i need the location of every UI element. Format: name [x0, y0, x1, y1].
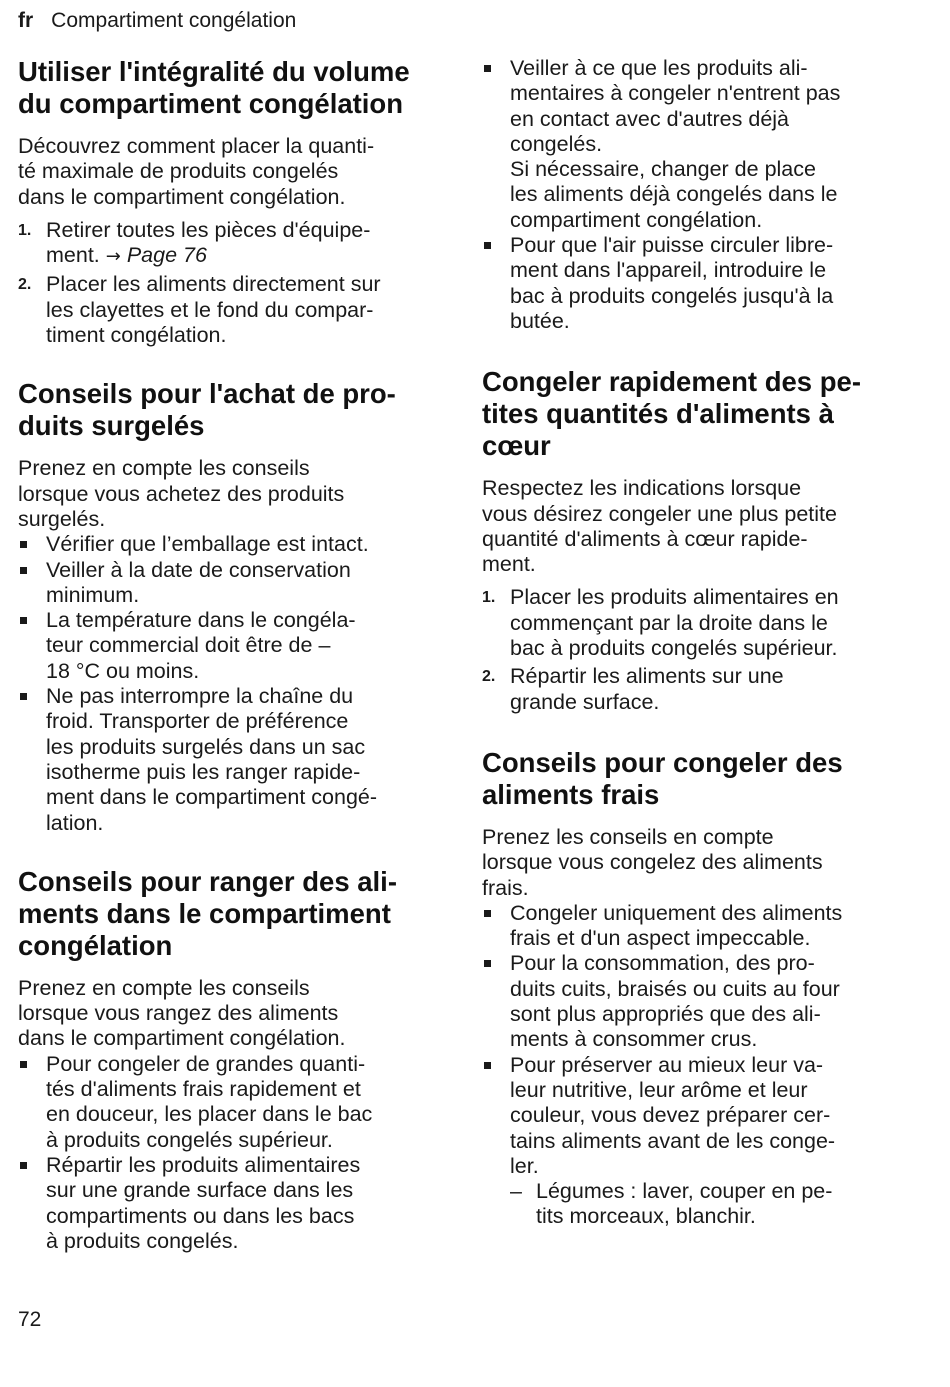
bullet-item: Pour préserver au mieux leur va- leur nutritive, leur arôme et leur couleur, vous devez préparer cer- tains aliments avant de les conge- ler. – Légumes : laver, couper en pe- tits morceaux, blanchir. — [482, 1053, 907, 1230]
section-heading: Conseils pour l'achat de pro- duits surgelés — [18, 378, 396, 442]
step-item: 2. Placer les aliments directement sur les clayettes et le fond du compar- timent congélation. — [18, 272, 381, 348]
page-header — [18, 8, 296, 34]
bullet-square-icon — [20, 617, 27, 624]
bullet-item: Pour que l'air puisse circuler libre- ment dans l'appareil, introduire le bac à produits congelés jusqu'à la butée. — [482, 233, 907, 334]
section-heading: Conseils pour ranger des ali- ments dans le compartiment congélation — [18, 865, 397, 961]
section-quick-freeze — [482, 366, 907, 715]
intro-paragraph: Découvrez comment placer la quanti- té maximale de produits congelés dans le compartiment congélation. — [18, 134, 375, 209]
section-heading: Congeler rapidement des pe- tites quantités d'aliments à cœur — [482, 366, 861, 462]
bullet-item: La température dans le congéla- teur commercial doit être de – 18 °C ou moins. — [18, 608, 438, 684]
bullet-item: Congeler uniquement des aliments frais et d'un aspect impeccable. — [482, 901, 907, 952]
arrow-right-icon: → — [105, 246, 121, 268]
bullet-item: Veiller à ce que les produits ali- mentaires à congeler n'entrent pas en contact avec d'autres déjà congelés. Si nécessaire, changer de place les aliments déjà congelés dans le compartiment congélation. — [482, 56, 907, 233]
step-number: 2. — [482, 668, 496, 686]
step-number: 1. — [18, 221, 32, 239]
page-number: 72 — [18, 1308, 42, 1331]
bullet-item: Répartir les produits alimentaires sur une grande surface dans les compartiments ou dans les bacs à produits congelés. — [18, 1153, 438, 1254]
right-column — [482, 56, 907, 1230]
step-item: 2. Répartir les aliments sur une grande surface. — [482, 664, 784, 714]
dash-marker: – — [510, 1179, 522, 1204]
steps-list — [482, 585, 907, 714]
section-storing-food — [18, 866, 438, 1254]
step-item: 1. Retirer toutes les pièces d'équipe- ment. → Page 76 — [18, 217, 371, 268]
section-heading: Utiliser l'intégralité du volume du compartiment congélation — [18, 56, 410, 119]
bullet-square-icon — [484, 65, 491, 72]
section-title: Compartiment congélation — [51, 9, 297, 32]
step-number: 1. — [482, 589, 496, 607]
section-heading: Conseils pour congeler des aliments frais — [482, 746, 843, 810]
bullet-square-icon — [20, 541, 27, 548]
section-buying-frozen — [18, 378, 438, 835]
language-code: fr — [18, 9, 34, 32]
intro-paragraph: Prenez en compte les conseils lorsque vous rangez des aliments dans le compartiment congélation. — [18, 975, 346, 1051]
bullet-item: Ne pas interrompre la chaîne du froid. Transporter de préférence les produits surgelés dans un sac isotherme puis les ranger rapide- ment dans le compartiment congé- lation. — [18, 684, 438, 836]
intro-paragraph: Prenez en compte les conseils lorsque vous achetez des produits surgelés. — [18, 456, 345, 531]
bullet-item: Vérifier que l’emballage est intact. — [18, 532, 438, 557]
section-full-volume — [18, 56, 438, 348]
bullet-item: Pour congeler de grandes quanti- tés d'aliments frais rapidement et en douceur, les placer dans le bac à produits congelés supérieur. — [18, 1052, 438, 1153]
bullet-square-icon — [484, 1062, 491, 1069]
bullet-item: Veiller à la date de conservation minimum. — [18, 558, 438, 609]
continued-bullets — [482, 56, 907, 334]
left-column — [18, 56, 438, 1254]
bullet-square-icon — [484, 242, 491, 249]
intro-paragraph: Respectez les indications lorsque vous désirez congeler une plus petite quantité d'aliments à cœur rapide- ment. — [482, 476, 837, 577]
step-number: 2. — [18, 276, 32, 294]
intro-paragraph: Prenez les conseils en compte lorsque vous congelez des aliments frais. — [482, 824, 823, 900]
bullet-square-icon — [20, 1061, 27, 1068]
bullet-item: Pour la consommation, des pro- duits cuits, braisés ou cuits au four sont plus appropriés que des ali- ments à consommer crus. — [482, 951, 907, 1052]
step-item: 1. Placer les produits alimentaires en commençant par la droite dans le bac à produits congelés supérieur. — [482, 585, 839, 661]
bullet-square-icon — [484, 910, 491, 917]
section-freezing-fresh — [482, 747, 907, 1230]
steps-list — [18, 218, 438, 348]
page-reference-link[interactable]: Page 76 — [120, 243, 207, 268]
sub-item: – Légumes : laver, couper en pe- tits morceaux, blanchir. — [510, 1179, 833, 1229]
bullet-square-icon — [20, 693, 27, 700]
bullet-square-icon — [20, 1162, 27, 1169]
bullet-square-icon — [484, 960, 491, 967]
bullet-square-icon — [20, 567, 27, 574]
